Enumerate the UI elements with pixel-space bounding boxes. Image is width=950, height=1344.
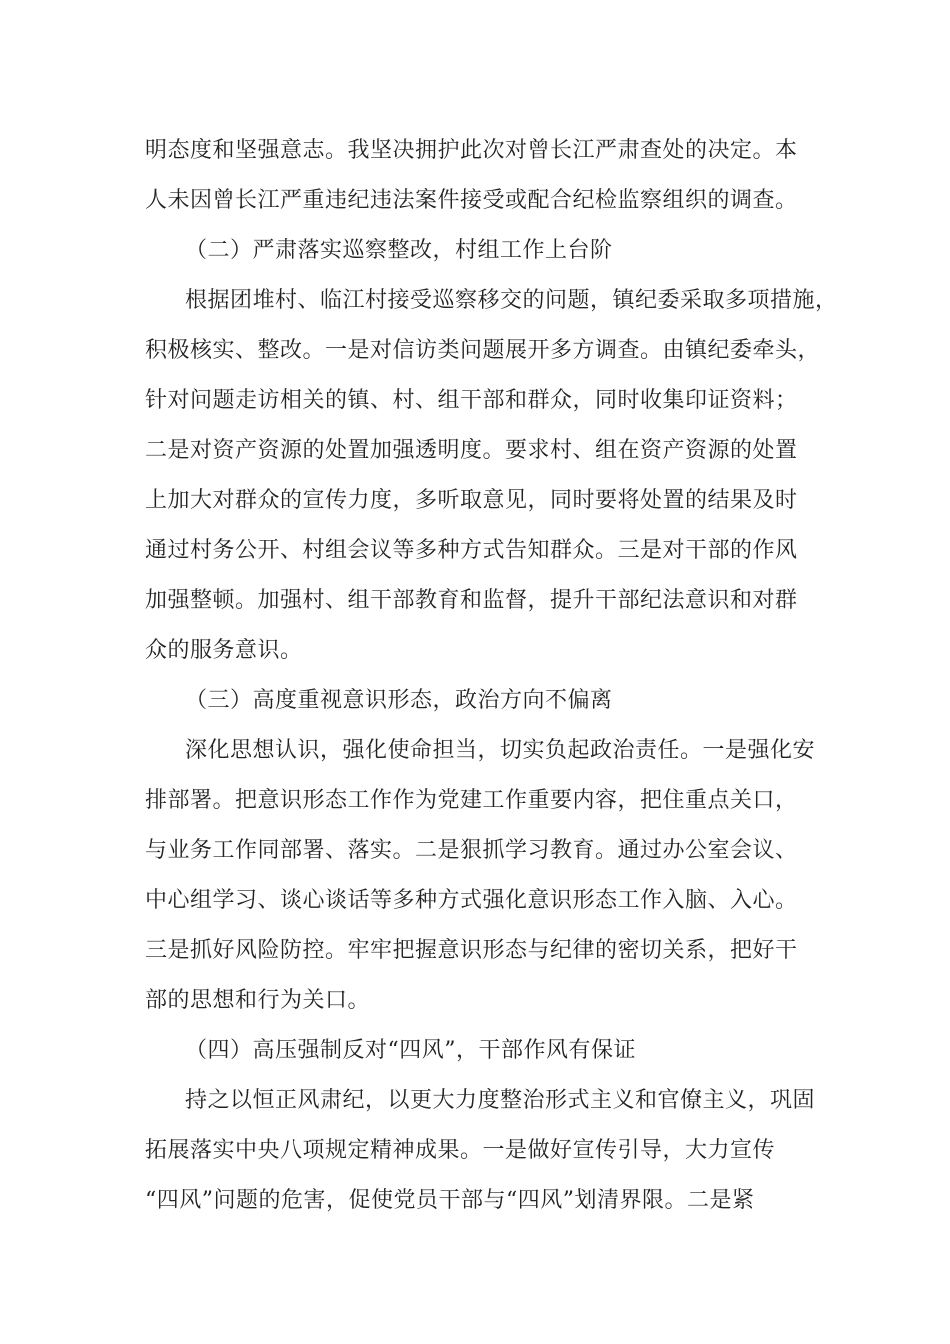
paragraph-line: 通过村务公开、村组会议等多种方式告知群众。三是对干部的作风 xyxy=(145,538,798,563)
section-heading: （三）高度重视意识形态，政治方向不偏离 xyxy=(185,688,613,713)
paragraph-line: 明态度和坚强意志。我坚决拥护此次对曾长江严肃查处的决定。本 xyxy=(145,138,798,163)
paragraph-line: 深化思想认识，强化使命担当，切实负起政治责任。一是强化安 xyxy=(185,738,816,763)
paragraph-line: “四风”问题的危害，促使党员干部与“四风”划清界限。二是紧 xyxy=(145,1188,755,1213)
paragraph-line: 积极核实、整改。一是对信访类问题展开多方调查。由镇纪委牵头， xyxy=(145,338,821,363)
paragraph-line: 持之以恒正风肃纪，以更大力度整治形式主义和官僚主义，巩固 xyxy=(185,1088,816,1113)
paragraph-line: 根据团堆村、临江村接受巡察移交的问题，镇纪委采取多项措施， xyxy=(185,288,838,313)
paragraph-line: 人未因曾长江严重违纪违法案件接受或配合纪检监察组织的调查。 xyxy=(145,188,798,213)
paragraph-line: 二是对资产资源的处置加强透明度。要求村、组在资产资源的处置 xyxy=(145,438,798,463)
paragraph-line: 拓展落实中央八项规定精神成果。一是做好宣传引导，大力宣传 xyxy=(145,1138,776,1163)
paragraph-line: 三是抓好风险防控。牢牢把握意识形态与纪律的密切关系，把好干 xyxy=(145,938,798,963)
paragraph-line: 上加大对群众的宣传力度，多听取意见，同时要将处置的结果及时 xyxy=(145,488,798,513)
paragraph-line: 针对问题走访相关的镇、村、组干部和群众，同时收集印证资料； xyxy=(145,388,798,413)
section-heading: （四）高压强制反对“四风”，干部作风有保证 xyxy=(185,1038,636,1063)
paragraph-line: 众的服务意识。 xyxy=(145,638,303,663)
paragraph-line: 与业务工作同部署、落实。二是狠抓学习教育。通过办公室会议、 xyxy=(145,838,798,863)
section-heading: （二）严肃落实巡察整改，村组工作上台阶 xyxy=(185,238,613,263)
paragraph-line: 部的思想和行为关口。 xyxy=(145,988,371,1013)
paragraph-line: 排部署。把意识形态工作作为党建工作重要内容，把住重点关口， xyxy=(145,788,798,813)
paragraph-line: 中心组学习、谈心谈话等多种方式强化意识形态工作入脑、入心。 xyxy=(145,888,798,913)
paragraph-line: 加强整顿。加强村、组干部教育和监督，提升干部纪法意识和对群 xyxy=(145,588,798,613)
